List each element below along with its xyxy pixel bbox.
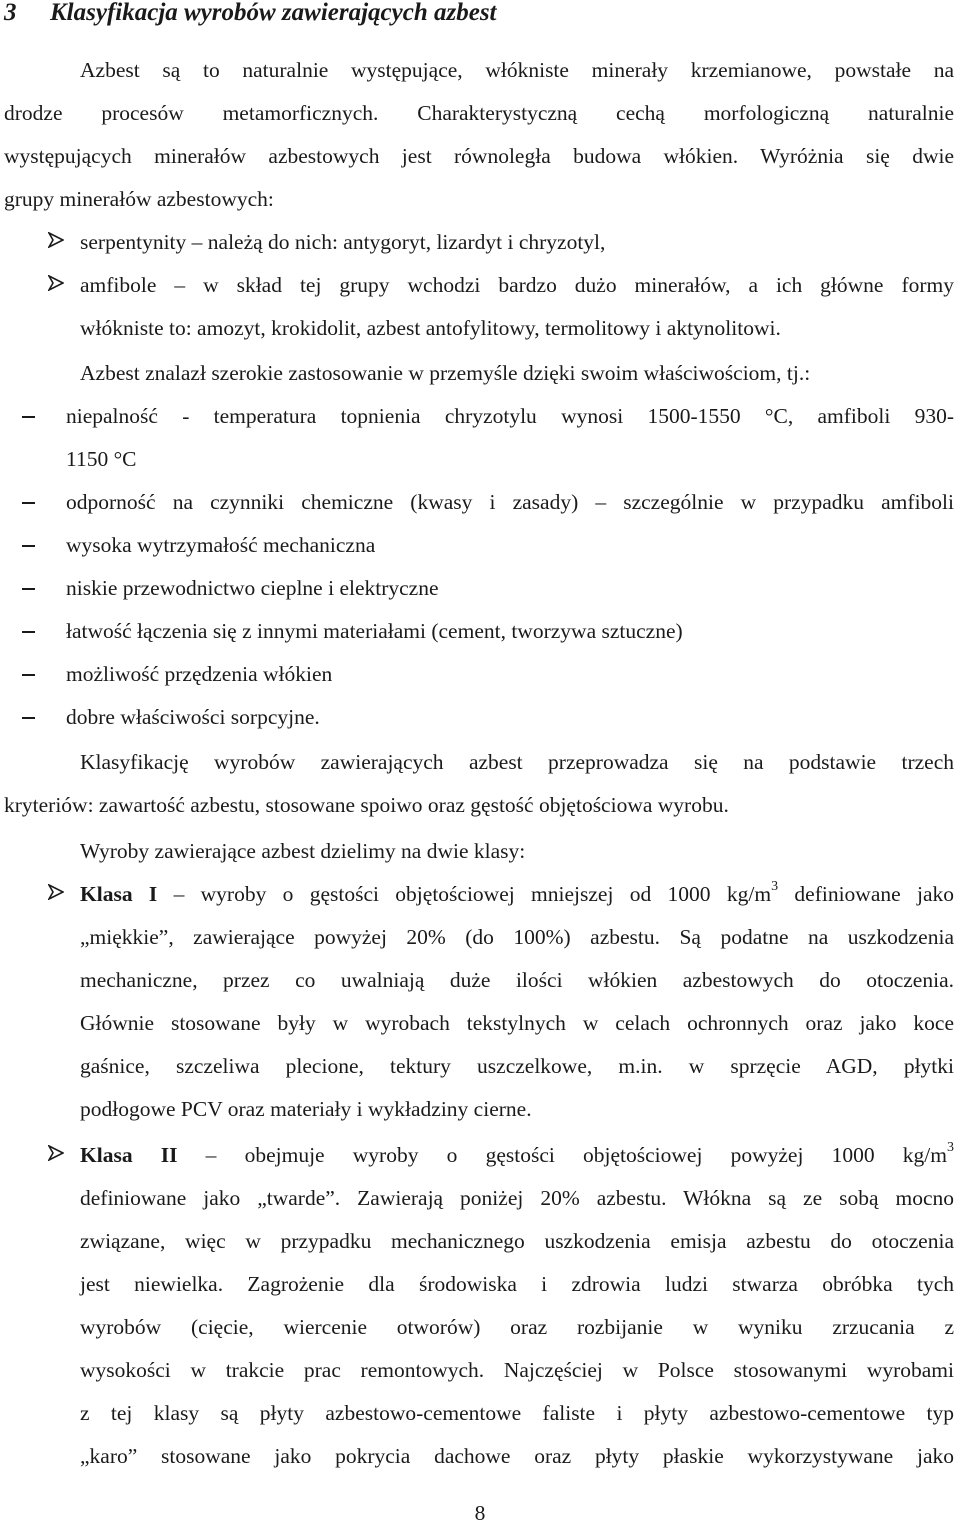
property-line-1a: niepalność - temperatura topnienia chryzotylu wynosi 1500-1550 °C, amfiboli 930- — [66, 404, 954, 428]
class1-line-2: „miękkie”, zawierające powyżej 20% (do 100%) azbestu. Są podatne na uszkodzenia — [80, 925, 954, 949]
intro-line-4: grupy minerałów azbestowych: — [4, 187, 274, 211]
superscript-3: 3 — [947, 1139, 954, 1155]
dash-bullet — [22, 631, 35, 633]
superscript-3: 3 — [771, 878, 779, 894]
arrow-bullet-icon — [48, 275, 64, 291]
class2-label: Klasa II — [80, 1143, 178, 1167]
dash-bullet — [22, 674, 35, 676]
class1-text: – wyroby o gęstości objętościowej mniejszej od 1000 kg/m — [157, 882, 772, 906]
property-line-4: niskie przewodnictwo cieplne i elektryczne — [66, 576, 439, 600]
dash-bullet — [22, 545, 35, 547]
dash-bullet — [22, 717, 35, 719]
class2-line-1 — [80, 1139, 954, 1168]
page-number: 8 — [474, 1501, 486, 1525]
intro-line-1: Azbest są to naturalnie występujące, włókniste minerały krzemianowe, powstałe na — [80, 58, 954, 82]
class1-tail: definiowane jako — [778, 882, 954, 906]
class2-line-4: jest niewielka. Zagrożenie dla środowiska i zdrowia ludzi stwarza obróbka tych — [80, 1272, 954, 1296]
class2-line-3: związane, więc w przypadku mechanicznego uszkodzenia emisja azbestu do otoczenia — [80, 1229, 954, 1253]
section-title: Klasyfikacja wyrobów zawierających azbest — [50, 0, 497, 26]
class1-line-1 — [80, 878, 954, 907]
dash-bullet — [22, 502, 35, 504]
section-number: 3 — [4, 0, 17, 26]
classify-line-3: Wyroby zawierające azbest dzielimy na dwie klasy: — [80, 839, 526, 863]
class1-line-4: Głównie stosowane były w wyrobach tekstylnych w celach ochronnych oraz jako koce — [80, 1011, 954, 1035]
class2-line-5: wyrobów (cięcie, wiercenie otworów) oraz rozbijanie w wyniku zrzucania z — [80, 1315, 954, 1339]
group-amphibole-line-2: włókniste to: amozyt, krokidolit, azbest antofylitowy, termolitowy i aktynolitowi. — [80, 316, 781, 340]
class2-line-7: z tej klasy są płyty azbestowo-cementowe faliste i płyty azbestowo-cementowe typ — [80, 1401, 954, 1425]
property-line-7: dobre właściwości sorpcyjne. — [66, 705, 320, 729]
class2-text: – obejmuje wyroby o gęstości objętościowej powyżej 1000 kg/m — [177, 1143, 947, 1167]
uses-intro: Azbest znalazł szerokie zastosowanie w przemyśle dzięki swoim właściwościom, tj.: — [80, 361, 811, 385]
group-amphibole-line-1: amfibole – w skład tej grupy wchodzi bardzo dużo minerałów, a ich główne formy — [80, 273, 954, 297]
class2-line-2: definiowane jako „twarde”. Zawierają poniżej 20% azbestu. Włókna są ze sobą mocno — [80, 1186, 954, 1210]
section-heading — [4, 0, 497, 30]
property-line-2: odporność na czynniki chemiczne (kwasy i zasady) – szczególnie w przypadku amfiboli — [66, 490, 954, 514]
dash-bullet — [22, 416, 35, 418]
arrow-bullet-icon — [48, 1145, 64, 1161]
property-line-3: wysoka wytrzymałość mechaniczna — [66, 533, 376, 557]
class2-line-6: wysokości w trakcie prac remontowych. Najczęściej w Polsce stosowanymi wyrobami — [80, 1358, 954, 1382]
class1-label: Klasa I — [80, 882, 158, 906]
class1-line-5: gaśnice, szczeliwa plecione, tektury uszczelkowe, m.in. w sprzęcie AGD, płytki — [80, 1054, 954, 1078]
dash-bullet — [22, 588, 35, 590]
property-line-6: możliwość przędzenia włókien — [66, 662, 333, 686]
property-line-5: łatwość łączenia się z innymi materiałami (cement, tworzywa sztuczne) — [66, 619, 683, 643]
classify-line-2: kryteriów: zawartość azbestu, stosowane spoiwo oraz gęstość objętościowa wyrobu. — [4, 793, 729, 817]
class2-line-8: „karo” stosowane jako pokrycia dachowe oraz płyty płaskie wykorzystywane jako — [80, 1444, 954, 1468]
class1-line-3: mechaniczne, przez co uwalniają duże ilości włókien azbestowych do otoczenia. — [80, 968, 954, 992]
arrow-bullet-icon — [48, 884, 64, 900]
group-serpentine: serpentynity – należą do nich: antygoryt, lizardyt i chryzotyl, — [80, 230, 606, 254]
intro-line-2: drodze procesów metamorficznych. Charakterystyczną cechą morfologiczną naturalnie — [4, 101, 954, 125]
intro-line-3: występujących minerałów azbestowych jest równoległa budowa włókien. Wyróżnia się dwie — [4, 144, 954, 168]
property-line-1b: 1150 °C — [66, 447, 137, 471]
arrow-bullet-icon — [48, 232, 64, 248]
classify-line-1: Klasyfikację wyrobów zawierających azbest przeprowadza się na podstawie trzech — [80, 750, 954, 774]
class1-line-6: podłogowe PCV oraz materiały i wykładziny cierne. — [80, 1097, 532, 1121]
